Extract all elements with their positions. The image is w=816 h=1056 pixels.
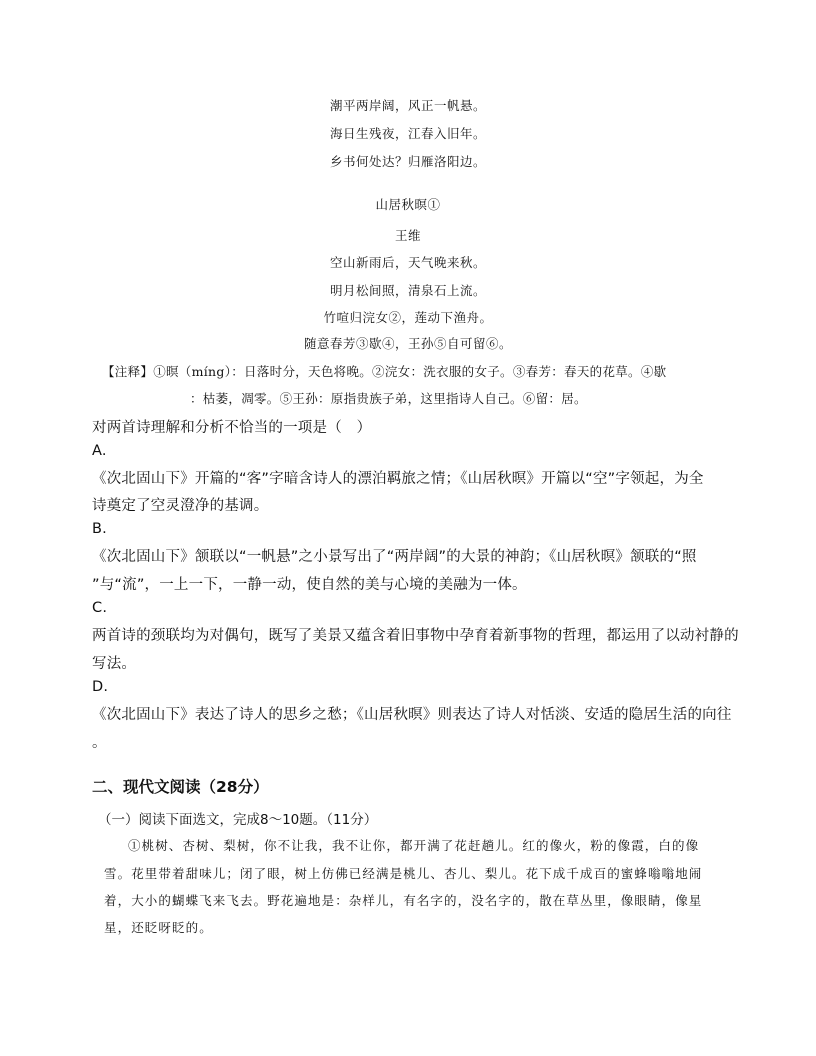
paragraph-line: 星，还眨呀眨的。 — [104, 920, 213, 935]
option-d-text: 《次北固山下》表达了诗人的思乡之愁；《山居秋暝》则表达了诗人对恬淡、安适的隐居生活的向往 — [92, 707, 732, 723]
poem2-line: 竹喧归浣女②，莲动下渔舟。 — [323, 310, 493, 325]
option-b-text: ”与“流”，一上一下，一静一动，使自然的美与心境的美融为一体。 — [92, 577, 527, 593]
option-c-text: 两首诗的颈联均为对偶句，既写了美景又蕴含着旧事物中孕育着新事物的哲理，都运用了以动衬静的 — [92, 628, 739, 644]
poem2-title: 山居秋暝① — [375, 197, 441, 212]
option-d-text: 。 — [92, 735, 107, 751]
poem1-line: 潮平两岸阔，风正一帆悬。 — [329, 98, 486, 113]
poem2-author: 王维 — [394, 228, 421, 243]
option-c-label: C. — [92, 600, 108, 616]
question-stem: 对两首诗理解和分析不恰当的一项是（ ） — [92, 420, 372, 436]
option-b-text: 《次北固山下》颔联以“一帆悬”之小景写出了“两岸阔”的大景的神韵；《山居秋暝》颔联的“照 — [92, 549, 697, 565]
section-subheading: （一）阅读下面选文，完成8～10题。（11分） — [98, 812, 378, 828]
notes-line: ：枯萎，凋零。⑤王孙：原指贵族子弟，这里指诗人自己。⑥留：居。 — [190, 391, 587, 406]
option-c-text: 写法。 — [92, 656, 137, 672]
option-b-label: B. — [92, 521, 107, 537]
poem2-line: 随意春芳③歇④，王孙⑤自可留⑥。 — [303, 336, 512, 351]
section-heading: 二、现代文阅读（28分） — [92, 778, 269, 796]
paragraph-line: 雪。花里带着甜味儿；闭了眼，树上仿佛已经满是桃儿、杏儿、梨儿。花下成千成百的蜜蜂嗡嗡地闹 — [104, 866, 703, 881]
poem1-line: 海日生残夜，江春入旧年。 — [329, 126, 486, 141]
poem1-line: 乡书何处达？归雁洛阳边。 — [329, 154, 486, 169]
option-a-label: A. — [92, 443, 107, 459]
option-d-label: D. — [92, 679, 109, 695]
option-a-text: 诗奠定了空灵澄净的基调。 — [92, 498, 269, 514]
option-a-text: 《次北固山下》开篇的“客”字暗含诗人的漂泊羁旅之情；《山居秋暝》开篇以“空”字领起，为全 — [92, 471, 704, 487]
paragraph-line: 着，大小的蝴蝶飞来飞去。野花遍地是：杂样儿，有名字的，没名字的，散在草丛里，像眼睛，像星 — [104, 893, 703, 908]
poem2-line: 明月松间照，清泉石上流。 — [329, 283, 486, 298]
paragraph-line: ①桃树、杏树、梨树，你不让我，我不让你，都开满了花赶趟儿。红的像火，粉的像霞，白的像 — [128, 838, 700, 853]
poem2-line: 空山新雨后，天气晚来秋。 — [329, 255, 486, 270]
notes-line: 【注释】①暝（míng）：日落时分，天色将晚。②浣女：洗衣服的女子。③春芳：春天的花草。④歇 — [102, 364, 667, 379]
